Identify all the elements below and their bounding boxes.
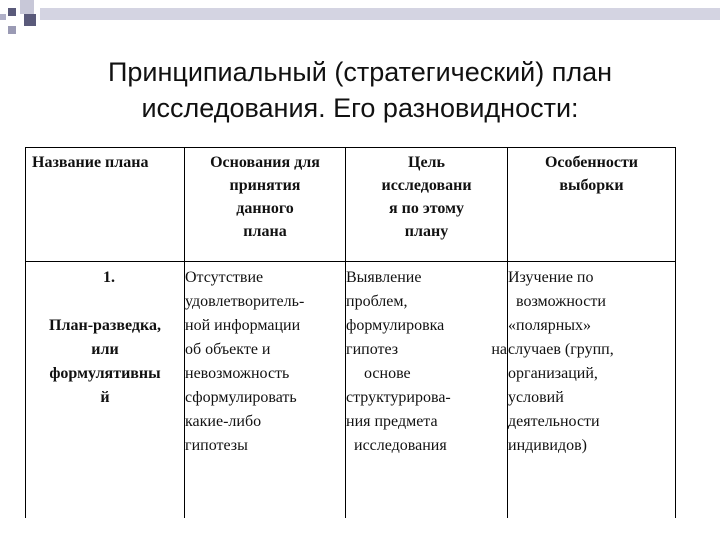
- square-dark-1: [8, 8, 16, 16]
- table-header-row: [26, 148, 676, 262]
- header-goal: Цель исследовани я по этому плану: [346, 148, 508, 262]
- cell-sample: Изучение по возможности «полярных» случаев (групп, организаций, условий деятельности индивидов): [508, 262, 676, 519]
- slide-title: [0, 54, 720, 126]
- square-light-3: [0, 14, 6, 20]
- header-basis: Основания для принятия данного плана: [185, 148, 346, 262]
- cell-goal: Выявление проблем, формулировка гипотез на основе структурирова- ния предмета исследования: [346, 262, 508, 519]
- slide-title-line-1: Принципиальный (стратегический) план: [107, 57, 613, 87]
- square-dark-2: [24, 14, 36, 26]
- header-sample: Особенности выборки: [508, 148, 676, 262]
- cell-plan-name: 1. План-разведка, или формулятивны й: [26, 262, 185, 519]
- decorative-squares: [0, 0, 720, 40]
- research-plan-table: [25, 147, 676, 518]
- slide-title-line-2: исследования. Его разновидности:: [141, 93, 579, 123]
- table-row: [26, 262, 676, 519]
- square-light-1: [8, 26, 16, 34]
- row-number: 1.: [103, 269, 115, 286]
- cell-basis: Отсутствие удовлетворитель- ной информации об объекте и невозможность сформулировать какие-либо гипотезы: [185, 262, 346, 519]
- square-light-2: [20, 0, 34, 14]
- header-plan-name: Название плана: [26, 148, 185, 262]
